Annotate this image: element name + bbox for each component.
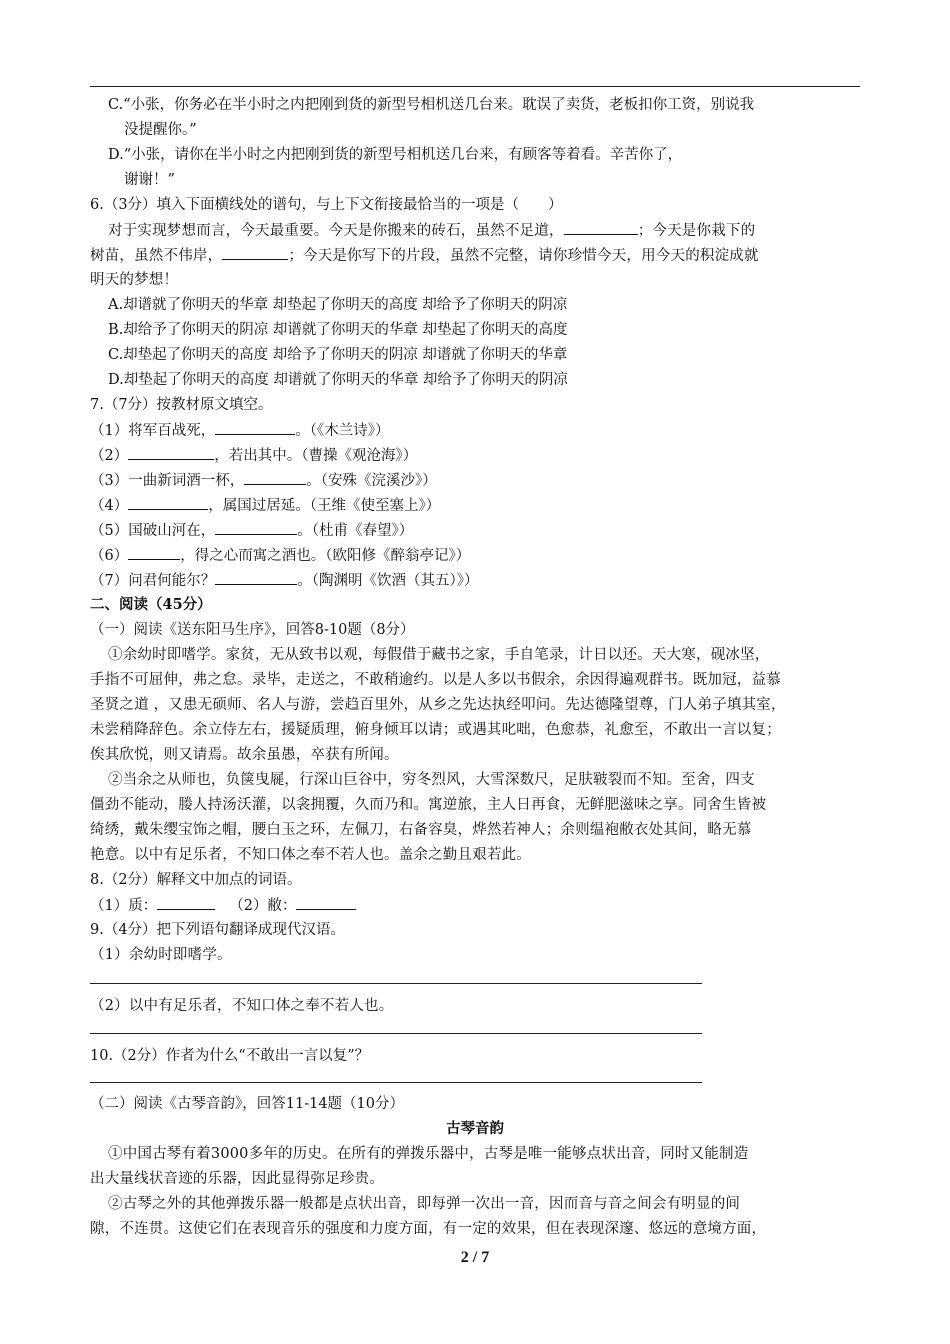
q6-text: ；今天是你写下的片段，虽然不完整，请你珍惜今天，用今天的积淀成就 [288,248,759,264]
q8-blank-2[interactable] [296,895,356,910]
q7-text: 。（安殊《浣溪沙》） [306,473,437,489]
passage1-p1-line4: 未尝稍降辞色。余立侍左右，援疑质理，俯身倾耳以请；或遇其叱咄，色愈恭，礼愈至，不敢出一言以复； [90,722,781,738]
q6-text: 对于实现梦想而言，今天最重要。今天是你搬来的砖石，虽然不足道， [108,223,564,239]
q7-blank-3[interactable] [244,470,306,485]
q10-stem: 10.（2分）作者为什么“不敢出一言以复”？ [90,1048,370,1064]
q7-text: （5）国破山河在， [90,523,216,539]
passage2-p2-line1: ②古琴之外的其他弹拨乐器一般都是点状出音，即每弹一次出一音，因而音与音之间会有明显的间 [108,1196,741,1212]
q7-text: 。（《木兰诗》） [295,423,390,439]
q7-text: ，得之心而寓之酒也。（欧阳修《醉翁亭记》） [180,548,471,564]
q7-item-5 [90,520,870,541]
q10-answer-line[interactable] [90,1082,702,1083]
q7-blank-2[interactable] [128,445,214,460]
q9-sentence-2: （2）以中有足乐者，不知口体之奉不若人也。 [90,998,394,1014]
q9-stem: 9.（4分）把下列语句翻译成现代汉语。 [90,922,346,938]
q6-option-a: A.却谱就了你明天的华章 却垫起了你明天的高度 却给予了你明天的阴凉 [108,297,568,313]
q7-item-6 [90,545,870,566]
q7-text: 。（陶渊明《饮酒（其五）》） [297,573,479,589]
q5-option-c-line1: C.“小张，你务必在半小时之内把刚到货的新型号相机送几台来。耽误了卖货，老板扣你工资，别说我 [108,97,755,113]
q7-blank-4[interactable] [128,495,208,510]
q6-passage-line2 [90,245,870,266]
q6-option-b: B.却给予了你明天的阴凉 却谱就了你明天的华章 却垫起了你明天的高度 [108,322,568,338]
q6-blank-1[interactable] [564,220,638,235]
reading-part1-intro: （一）阅读《送东阳马生序》，回答8-10题（8分） [90,622,415,638]
q6-blank-2[interactable] [222,245,288,260]
q7-item-7 [90,570,870,591]
q8-stem: 8.（2分）解释文中加点的词语。 [90,872,302,888]
q8-blank-1[interactable] [157,895,215,910]
q8-answers [90,895,870,916]
q7-text: （3）一曲新词酒一杯， [90,473,245,489]
q7-item-3 [90,470,870,491]
passage1-p2-line4: 艳意。以中有足乐者，不知口体之奉不若人也。盖余之勤且艰若此。 [90,847,531,863]
q7-text: ，若出其中。（曹操《观沧海》） [214,448,418,464]
q7-item-4 [90,495,870,516]
q8-label-2: （2）敝： [229,898,297,914]
passage2-title: 古琴音韵 [446,1120,504,1137]
page-number: 2 / 7 [460,1249,490,1266]
q6-passage-line1 [108,220,888,241]
q8-label-1: （1）质： [90,898,158,914]
q7-text: ，属国过居延。（王维《使至塞上》） [208,498,441,514]
header-rule [90,86,860,87]
q6-text: 树苗，虽然不伟岸， [90,248,223,264]
passage1-p2-line3: 绮绣，戴朱缨宝饰之帽，腰白玉之环，左佩刀，右备容臭，烨然若神人；余则缊袍敝衣处其间，略无慕 [90,822,752,838]
q7-stem: 7.（7分）按教材原文填空。 [90,397,273,413]
q9-sentence-1: （1）余幼时即嗜学。 [90,947,232,963]
passage1-p2-line1: ②当余之从师也，负箧曳屣，行深山巨谷中，穷冬烈风，大雪深数尺，足肤皲裂而不知。至舍，四支 [108,772,755,788]
q6-stem: 6.（3分）填入下面横线处的谱句，与上下文衔接最恰当的一项是（ ） [90,197,563,213]
q5-option-d-line1: D.“小张，请你在半小时之内把刚到货的新型号相机送几台来，有顾客等着看。辛苦你了， [108,147,683,163]
passage1-p1-line1: ①余幼时即嗜学。家贫，无从致书以观，每假借于藏书之家，手自笔录，计日以还。天大寒，砚冰坚， [108,647,770,663]
passage2-p1-line2: 出大量线状音迹的乐器，因此显得弥足珍贵。 [90,1171,384,1187]
q7-blank-7[interactable] [215,570,297,585]
q7-blank-5[interactable] [215,520,297,535]
q7-text: （7）问君何能尔？ [90,573,216,589]
q7-text: （6） [90,548,129,564]
q6-option-c: C.却垫起了你明天的高度 却给予了你明天的阴凉 却谱就了你明天的华章 [108,347,568,363]
q7-text: （1）将军百战死， [90,423,216,439]
reading-part2-intro: （二）阅读《古琴音韵》，回答11-14题（10分） [90,1096,404,1112]
passage2-p1-line1: ①中国古琴有着3000多年的历史。在所有的弹拨乐器中，古琴是唯一能够点状出音，同时又能制造 [108,1146,749,1162]
q6-passage-line3: 明天的梦想！ [90,272,179,288]
q7-blank-1[interactable] [215,420,295,435]
q7-text: 。（杜甫《春望》） [297,523,414,539]
passage1-p1-line5: 俟其欣悦，则又请焉。故余虽愚，卒获有所闻。 [90,747,399,763]
q7-item-2 [90,445,870,466]
q7-text: （2） [90,448,129,464]
q5-option-d-line2: 谢谢！” [124,172,175,188]
passage1-p2-line2: 僵劲不能动，媵人持汤沃灌，以衾拥覆，久而乃和。寓逆旅，主人日再食，无鲜肥滋味之享。同舍生皆被 [90,797,767,813]
q7-blank-6[interactable] [128,545,180,560]
q7-text: （4） [90,498,129,514]
q6-text: ；今天是你栽下的 [637,223,756,239]
section-heading: 二、阅读（45分） [90,596,212,613]
passage1-p1-line2: 手指不可屈伸，弗之怠。录毕，走送之，不敢稍逾约。以是人多以书假余，余因得遍观群书。既加冠，益慕 [90,672,781,688]
q5-option-c-line2: 没提醒你。” [124,122,197,138]
q7-item-1 [90,420,870,441]
q9-answer-line-2[interactable] [90,1033,702,1034]
passage2-p2-line2: 隙，不连贯。这使它们在表现音乐的强度和力度方面，有一定的效果，但在表现深邃、悠远的意境方面， [90,1221,767,1237]
q6-option-d: D.却垫起了你明天的高度 却谱就了你明天的华章 却给予了你明天的阴凉 [108,372,568,388]
q9-answer-line-1[interactable] [90,983,702,984]
passage1-p1-line3: 圣贤之道 ，又患无硕师、名人与游，尝趋百里外，从乡之先达执经叩问。先达德隆望尊，门人弟子填其室， [90,697,786,713]
